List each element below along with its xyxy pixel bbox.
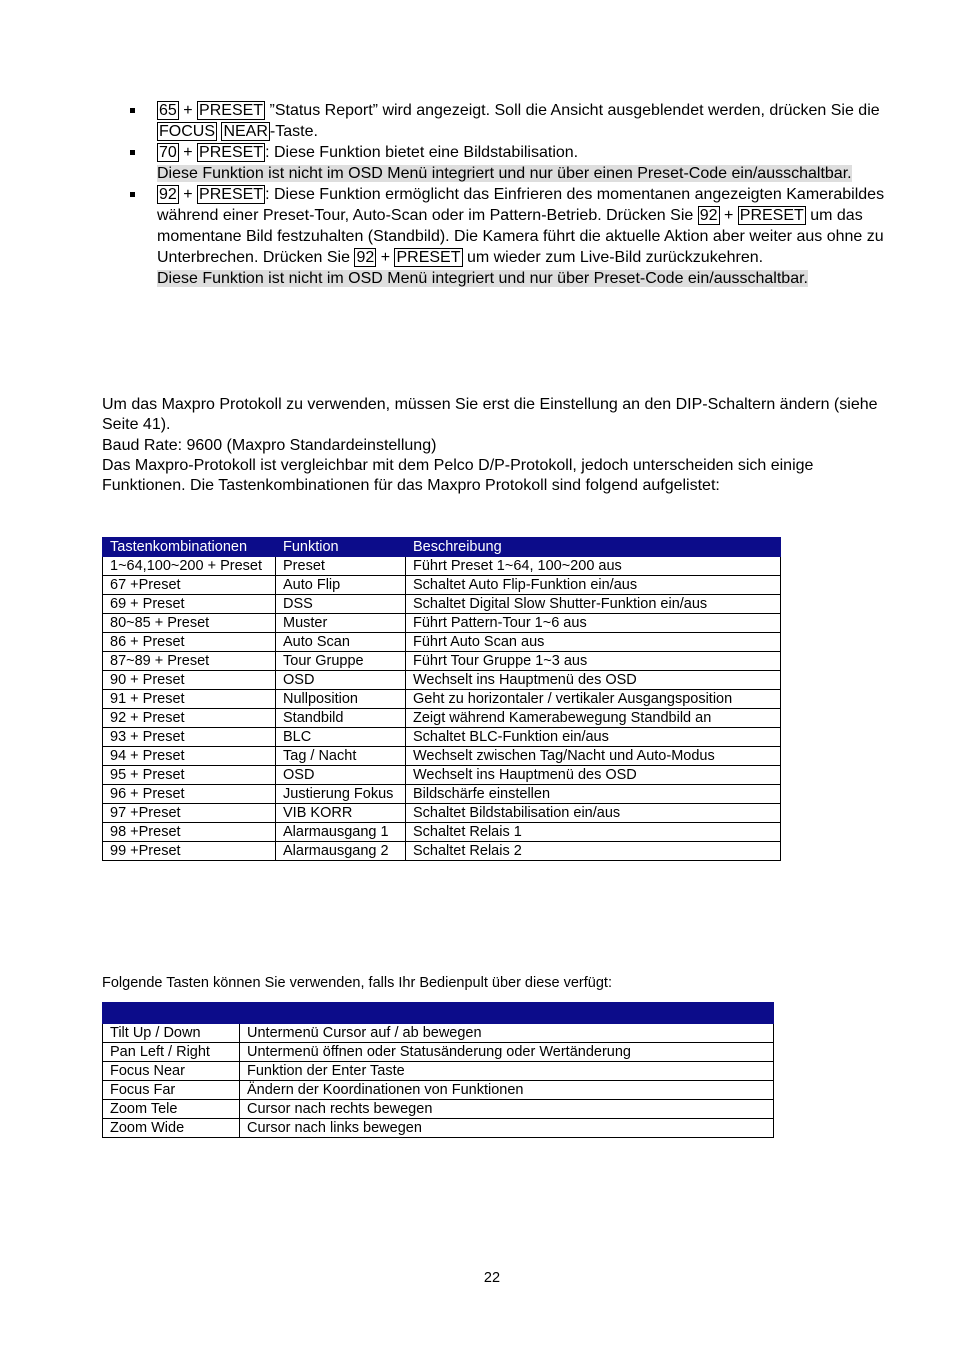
table-row	[103, 652, 781, 671]
table-header-row	[103, 538, 781, 557]
table-cell: Ändern der Koordinationen von Funktionen	[240, 1081, 774, 1100]
bullet-item-92: 92 + PRESET : Diese Funktion ermöglicht das Einfrieren des momentanen angezeigten Kamerabildes während einer Preset-Tour, Auto-Scan oder im Pattern-Betrieb. Drücken Sie 92 + PRESET um das momentane Bild festzuhalten (Standbild). Die Kamera führt die aktuelle Aktion aber weiter aus ohne zu Unterbrechen. Drücken Sie 92 + PRESET um wieder zum Live-Bild zurückzukehren. Diese Funktion ist nicht im OSD Menü integriert und nur über Preset-Code ein/ausschaltbar.	[127, 184, 887, 289]
table-cell: 92 + Preset	[103, 709, 276, 728]
table-row	[103, 785, 781, 804]
table-cell: Wechselt ins Hauptmenü des OSD	[406, 671, 781, 690]
table-cell: Tag / Nacht	[276, 747, 406, 766]
table-cell: Wechselt zwischen Tag/Nacht und Auto-Modus	[406, 747, 781, 766]
table-row	[103, 728, 781, 747]
table-cell: 86 + Preset	[103, 633, 276, 652]
table-row	[103, 804, 781, 823]
table-cell: 67 +Preset	[103, 576, 276, 595]
table-cell: Alarmausgang 2	[276, 842, 406, 861]
keys-note: Folgende Tasten können Sie verwenden, falls Ihr Bedienpult über diese verfügt:	[102, 975, 612, 991]
table-row	[103, 1119, 774, 1138]
table-cell: Wechselt ins Hauptmenü des OSD	[406, 766, 781, 785]
table-cell: Cursor nach links bewegen	[240, 1119, 774, 1138]
table-row	[103, 766, 781, 785]
table-row	[103, 595, 781, 614]
key-preset: PRESET	[199, 144, 264, 161]
table-row	[103, 747, 781, 766]
bullet-square-icon	[130, 192, 135, 197]
table-row	[103, 823, 781, 842]
table-row	[103, 671, 781, 690]
table-row	[103, 1024, 774, 1043]
key-code: 70	[159, 144, 177, 161]
table-row	[103, 576, 781, 595]
table-cell: Schaltet Auto Flip-Funktion ein/aus	[406, 576, 781, 595]
table-cell: DSS	[276, 595, 406, 614]
table-header-row	[103, 1003, 774, 1024]
table-cell: 90 + Preset	[103, 671, 276, 690]
table-cell: 91 + Preset	[103, 690, 276, 709]
bullet-square-icon	[130, 108, 135, 113]
table-cell: Standbild	[276, 709, 406, 728]
table-cell: 96 + Preset	[103, 785, 276, 804]
table-cell: Bildschärfe einstellen	[406, 785, 781, 804]
table-cell: Schaltet Relais 1	[406, 823, 781, 842]
table-cell: Führt Auto Scan aus	[406, 633, 781, 652]
bullet-list	[127, 100, 887, 289]
intro-paragraph: Um das Maxpro Protokoll zu verwenden, müssen Sie erst die Einstellung an den DIP-Schaltern ändern (siehe Seite 41). Baud Rate: 9600 (Maxpro Standardeinstellung) Das Maxpro-Protokoll ist vergleichbar mit dem Pelco D/P-Protokoll, jedoch unterscheiden sich einige Funktionen. Die Tastenkombinationen für das Maxpro Protokoll sind folgend aufgelistet:	[102, 396, 878, 495]
table-cell: OSD	[276, 671, 406, 690]
table-cell: 93 + Preset	[103, 728, 276, 747]
key-code: 92	[159, 186, 177, 203]
table-cell: Tilt Up / Down	[103, 1024, 240, 1043]
table-cell: Schaltet Relais 2	[406, 842, 781, 861]
column-header	[240, 1003, 774, 1024]
highlight-note: Diese Funktion ist nicht im OSD Menü integriert und nur über einen Preset-Code ein/ausschaltbar.	[157, 165, 852, 182]
table-cell: 94 + Preset	[103, 747, 276, 766]
table-cell: OSD	[276, 766, 406, 785]
table-cell: Pan Left / Right	[103, 1043, 240, 1062]
table-cell: Zeigt während Kamerabewegung Standbild an	[406, 709, 781, 728]
page-number: 22	[483, 1270, 501, 1286]
table-cell: Muster	[276, 614, 406, 633]
column-header: Funktion	[276, 538, 406, 557]
key-focus: FOCUS	[159, 123, 215, 140]
table-cell: Untermenü öffnen oder Statusänderung oder Wertänderung	[240, 1043, 774, 1062]
table-row	[103, 614, 781, 633]
key-near: NEAR	[223, 123, 268, 140]
table-cell: Führt Tour Gruppe 1~3 aus	[406, 652, 781, 671]
table-cell: 69 + Preset	[103, 595, 276, 614]
table-cell: Zoom Wide	[103, 1119, 240, 1138]
controller-keys-table	[102, 1002, 774, 1138]
column-header	[103, 1003, 240, 1024]
highlight-note: Diese Funktion ist nicht im OSD Menü integriert und nur über Preset-Code ein/ausschaltbar.	[157, 270, 808, 287]
table-cell: Funktion der Enter Taste	[240, 1062, 774, 1081]
table-cell: 80~85 + Preset	[103, 614, 276, 633]
table-cell: BLC	[276, 728, 406, 747]
key-code: 65	[159, 102, 177, 119]
table-cell: 98 +Preset	[103, 823, 276, 842]
table-row	[103, 1062, 774, 1081]
table-cell: Zoom Tele	[103, 1100, 240, 1119]
table-cell: Schaltet Bildstabilisation ein/aus	[406, 804, 781, 823]
table-cell: 99 +Preset	[103, 842, 276, 861]
table-row	[103, 709, 781, 728]
key-code: 92	[699, 207, 718, 224]
column-header: Tastenkombinationen	[103, 538, 276, 557]
maxpro-key-table	[102, 537, 781, 861]
key-preset: PRESET	[199, 102, 264, 119]
table-cell: Cursor nach rechts bewegen	[240, 1100, 774, 1119]
column-header: Beschreibung	[406, 538, 781, 557]
table-cell: Alarmausgang 1	[276, 823, 406, 842]
bullet-item-65: 65 + PRESET ”Status Report” wird angezeigt. Soll die Ansicht ausgeblendet werden, drücken Sie die FOCUS NEAR -Taste.	[127, 100, 887, 142]
table-cell: Schaltet Digital Slow Shutter-Funktion ein/aus	[406, 595, 781, 614]
key-preset: PRESET	[396, 249, 461, 266]
table-cell: Tour Gruppe	[276, 652, 406, 671]
table-row	[103, 690, 781, 709]
table-cell: Focus Near	[103, 1062, 240, 1081]
table-cell: Nullposition	[276, 690, 406, 709]
table-cell: Focus Far	[103, 1081, 240, 1100]
table-cell: Führt Preset 1~64, 100~200 aus	[406, 557, 781, 576]
table-cell: Justierung Fokus	[276, 785, 406, 804]
table-cell: 87~89 + Preset	[103, 652, 276, 671]
table-row	[103, 557, 781, 576]
table-cell: 95 + Preset	[103, 766, 276, 785]
table-cell: 97 +Preset	[103, 804, 276, 823]
table-cell: Untermenü Cursor auf / ab bewegen	[240, 1024, 774, 1043]
table-cell: Führt Pattern-Tour 1~6 aus	[406, 614, 781, 633]
bullet-item-70: 70 + PRESET : Diese Funktion bietet eine Bildstabilisation. Diese Funktion ist nicht im OSD Menü integriert und nur über einen Preset-Code ein/ausschaltbar.	[127, 142, 887, 184]
table-row	[103, 1100, 774, 1119]
table-cell: 1~64,100~200 + Preset	[103, 557, 276, 576]
table-cell: Auto Flip	[276, 576, 406, 595]
table-row	[103, 842, 781, 861]
table-cell: Auto Scan	[276, 633, 406, 652]
table-cell: Preset	[276, 557, 406, 576]
table-row	[103, 633, 781, 652]
table-cell: Geht zu horizontaler / vertikaler Ausgangsposition	[406, 690, 781, 709]
key-preset: PRESET	[739, 207, 804, 224]
table-row	[103, 1043, 774, 1062]
table-row	[103, 1081, 774, 1100]
table-cell: VIB KORR	[276, 804, 406, 823]
bullet-square-icon	[130, 150, 135, 155]
key-preset: PRESET	[199, 186, 264, 203]
key-code: 92	[356, 249, 375, 266]
table-cell: Schaltet BLC-Funktion ein/aus	[406, 728, 781, 747]
